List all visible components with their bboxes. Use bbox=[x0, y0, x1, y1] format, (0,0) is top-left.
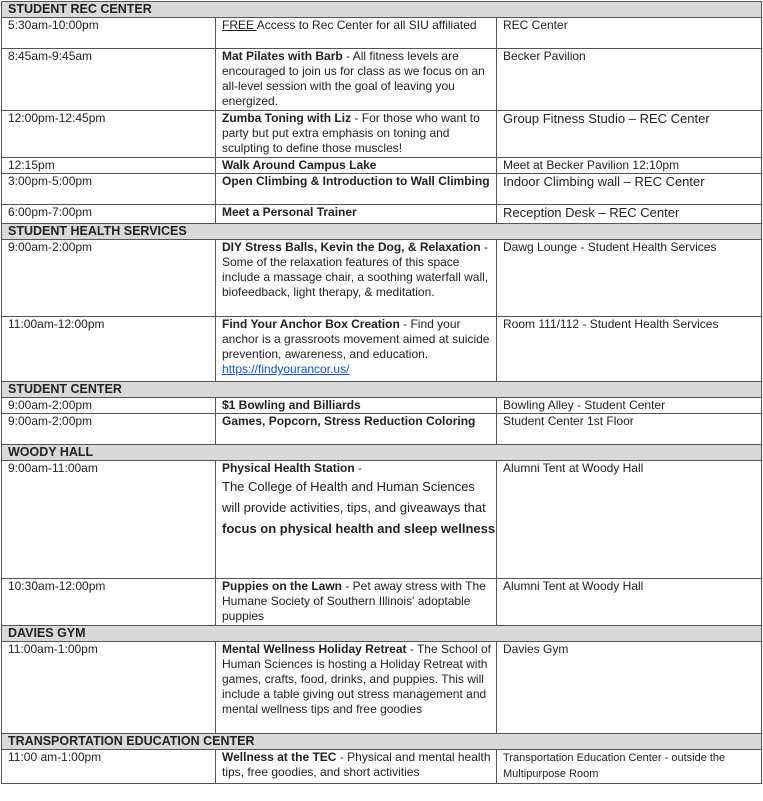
event-title: Games, Popcorn, Stress Reduction Coloring bbox=[222, 414, 476, 428]
table-row bbox=[2, 579, 762, 626]
location-cell: Bowling Alley - Student Center bbox=[497, 398, 762, 414]
event-title: FREE bbox=[222, 18, 257, 32]
table-row bbox=[2, 398, 762, 414]
table-row bbox=[2, 158, 762, 174]
time-cell: 9:00am-2:00pm bbox=[2, 398, 216, 414]
event-title: Meet a Personal Trainer bbox=[222, 205, 357, 219]
section-title: STUDENT REC CENTER bbox=[2, 2, 762, 18]
time-cell: 10:30am-12:00pm bbox=[2, 579, 216, 626]
table-row bbox=[2, 49, 762, 111]
section-title: WOODY HALL bbox=[2, 445, 762, 461]
event-cell bbox=[216, 49, 497, 111]
location-cell: Davies Gym bbox=[497, 642, 762, 734]
event-description: - For those who want to party but put extra emphasis on toning and sculpting to define those muscles! bbox=[222, 111, 480, 155]
location-cell: Alumni Tent at Woody Hall bbox=[497, 461, 762, 579]
event-title: Wellness at the TEC bbox=[222, 750, 337, 764]
section-header bbox=[2, 734, 762, 750]
event-title: Mental Wellness Holiday Retreat bbox=[222, 642, 407, 656]
time-cell: 5:30am-10:00pm bbox=[2, 18, 216, 49]
section-header bbox=[2, 626, 762, 642]
location-cell: Room 111/112 - Student Health Services bbox=[497, 317, 762, 382]
event-title: Open Climbing & Introduction to Wall Climbing bbox=[222, 174, 490, 188]
event-cell bbox=[216, 461, 497, 579]
time-cell: 9:00am-2:00pm bbox=[2, 240, 216, 317]
event-title: Physical Health Station bbox=[222, 461, 355, 475]
event-cell bbox=[216, 317, 497, 382]
time-cell: 11:00 am-1:00pm bbox=[2, 750, 216, 784]
location-cell: Indoor Climbing wall – REC Center bbox=[497, 174, 762, 205]
location-cell: Dawg Lounge - Student Health Services bbox=[497, 240, 762, 317]
table-row bbox=[2, 18, 762, 49]
table-row bbox=[2, 205, 762, 224]
event-description: - All fitness levels are encouraged to join us for class as we focus on an all-level session with the goal of leaving you energized. bbox=[222, 49, 485, 108]
section-title: DAVIES GYM bbox=[2, 626, 762, 642]
event-cell bbox=[216, 18, 497, 49]
table-row bbox=[2, 174, 762, 205]
location-cell: REC Center bbox=[497, 18, 762, 49]
event-cell bbox=[216, 240, 497, 317]
section-header bbox=[2, 445, 762, 461]
section-title: STUDENT HEALTH SERVICES bbox=[2, 224, 762, 240]
location-cell: Group Fitness Studio – REC Center bbox=[497, 111, 762, 158]
time-cell: 9:00am-2:00pm bbox=[2, 414, 216, 445]
event-detail-emphasis: focus on physical health and sleep wellness bbox=[222, 521, 496, 536]
event-title: Zumba Toning with Liz bbox=[222, 111, 352, 125]
event-description: - bbox=[354, 461, 363, 475]
section-title: TRANSPORTATION EDUCATION CENTER bbox=[2, 734, 762, 750]
event-cell bbox=[216, 414, 497, 445]
table-row bbox=[2, 642, 762, 734]
section-header bbox=[2, 2, 762, 18]
event-description: - Find your anchor is a grassroots movement aimed at suicide prevention, awareness, and education. bbox=[222, 317, 490, 361]
event-cell bbox=[216, 579, 497, 626]
event-title: Find Your Anchor Box Creation bbox=[222, 317, 400, 331]
time-cell: 6:00pm-7:00pm bbox=[2, 205, 216, 224]
wellness-schedule-table bbox=[1, 1, 762, 784]
event-description: - Pet away stress with The Humane Society of Southern Illinois' adoptable puppies bbox=[222, 579, 486, 623]
event-cell bbox=[216, 158, 497, 174]
event-title: $1 Bowling and Billiards bbox=[222, 398, 361, 412]
section-header bbox=[2, 382, 762, 398]
time-cell: 12:00pm-12:45pm bbox=[2, 111, 216, 158]
event-cell bbox=[216, 205, 497, 224]
event-description: Access to Rec Center for all SIU affiliated bbox=[256, 18, 477, 32]
location-cell: Alumni Tent at Woody Hall bbox=[497, 579, 762, 626]
event-cell bbox=[216, 111, 497, 158]
location-cell: Becker Pavilion bbox=[497, 49, 762, 111]
location-cell: Transportation Education Center - outside the Multipurpose Room bbox=[497, 750, 762, 784]
event-title: Puppies on the Lawn bbox=[222, 579, 343, 593]
table-row bbox=[2, 461, 762, 579]
find-your-anchor-link[interactable]: https://findyourancor.us/ bbox=[222, 362, 350, 376]
table-row bbox=[2, 750, 762, 784]
location-cell: Reception Desk – REC Center bbox=[497, 205, 762, 224]
event-cell bbox=[216, 174, 497, 205]
event-cell bbox=[216, 398, 497, 414]
table-row bbox=[2, 414, 762, 445]
location-cell: Student Center 1st Floor bbox=[497, 414, 762, 445]
table-row bbox=[2, 317, 762, 382]
event-description: - The School of Human Sciences is hosting a Holiday Retreat with games, crafts, food, drinks, and puppies. This will include a table giving out stress management and mental wellness tips and free goodies bbox=[222, 642, 491, 716]
event-title: Mat Pilates with Barb bbox=[222, 49, 343, 63]
section-header bbox=[2, 224, 762, 240]
event-detail-text: The College of Health and Human Sciences will provide activities, tips, and giveaways that bbox=[222, 479, 486, 515]
time-cell: 12:15pm bbox=[2, 158, 216, 174]
time-cell: 11:00am-12:00pm bbox=[2, 317, 216, 382]
event-detail bbox=[222, 476, 496, 539]
event-cell bbox=[216, 750, 497, 784]
time-cell: 11:00am-1:00pm bbox=[2, 642, 216, 734]
event-title: Walk Around Campus Lake bbox=[222, 158, 377, 172]
section-title: STUDENT CENTER bbox=[2, 382, 762, 398]
time-cell: 3:00pm-5:00pm bbox=[2, 174, 216, 205]
event-title: DIY Stress Balls, Kevin the Dog, & Relaxation bbox=[222, 240, 481, 254]
table-row bbox=[2, 240, 762, 317]
event-description: - Some of the relaxation features of this space include a massage chair, a soothing waterfall wall, biofeedback, light therapy, & meditation. bbox=[222, 240, 489, 299]
event-description: - Physical and mental health tips, free goodies, and short activities bbox=[222, 750, 491, 779]
location-cell: Meet at Becker Pavilion 12:10pm bbox=[497, 158, 762, 174]
time-cell: 9:00am-11:00am bbox=[2, 461, 216, 579]
time-cell: 8:45am-9:45am bbox=[2, 49, 216, 111]
event-cell bbox=[216, 642, 497, 734]
table-row bbox=[2, 111, 762, 158]
